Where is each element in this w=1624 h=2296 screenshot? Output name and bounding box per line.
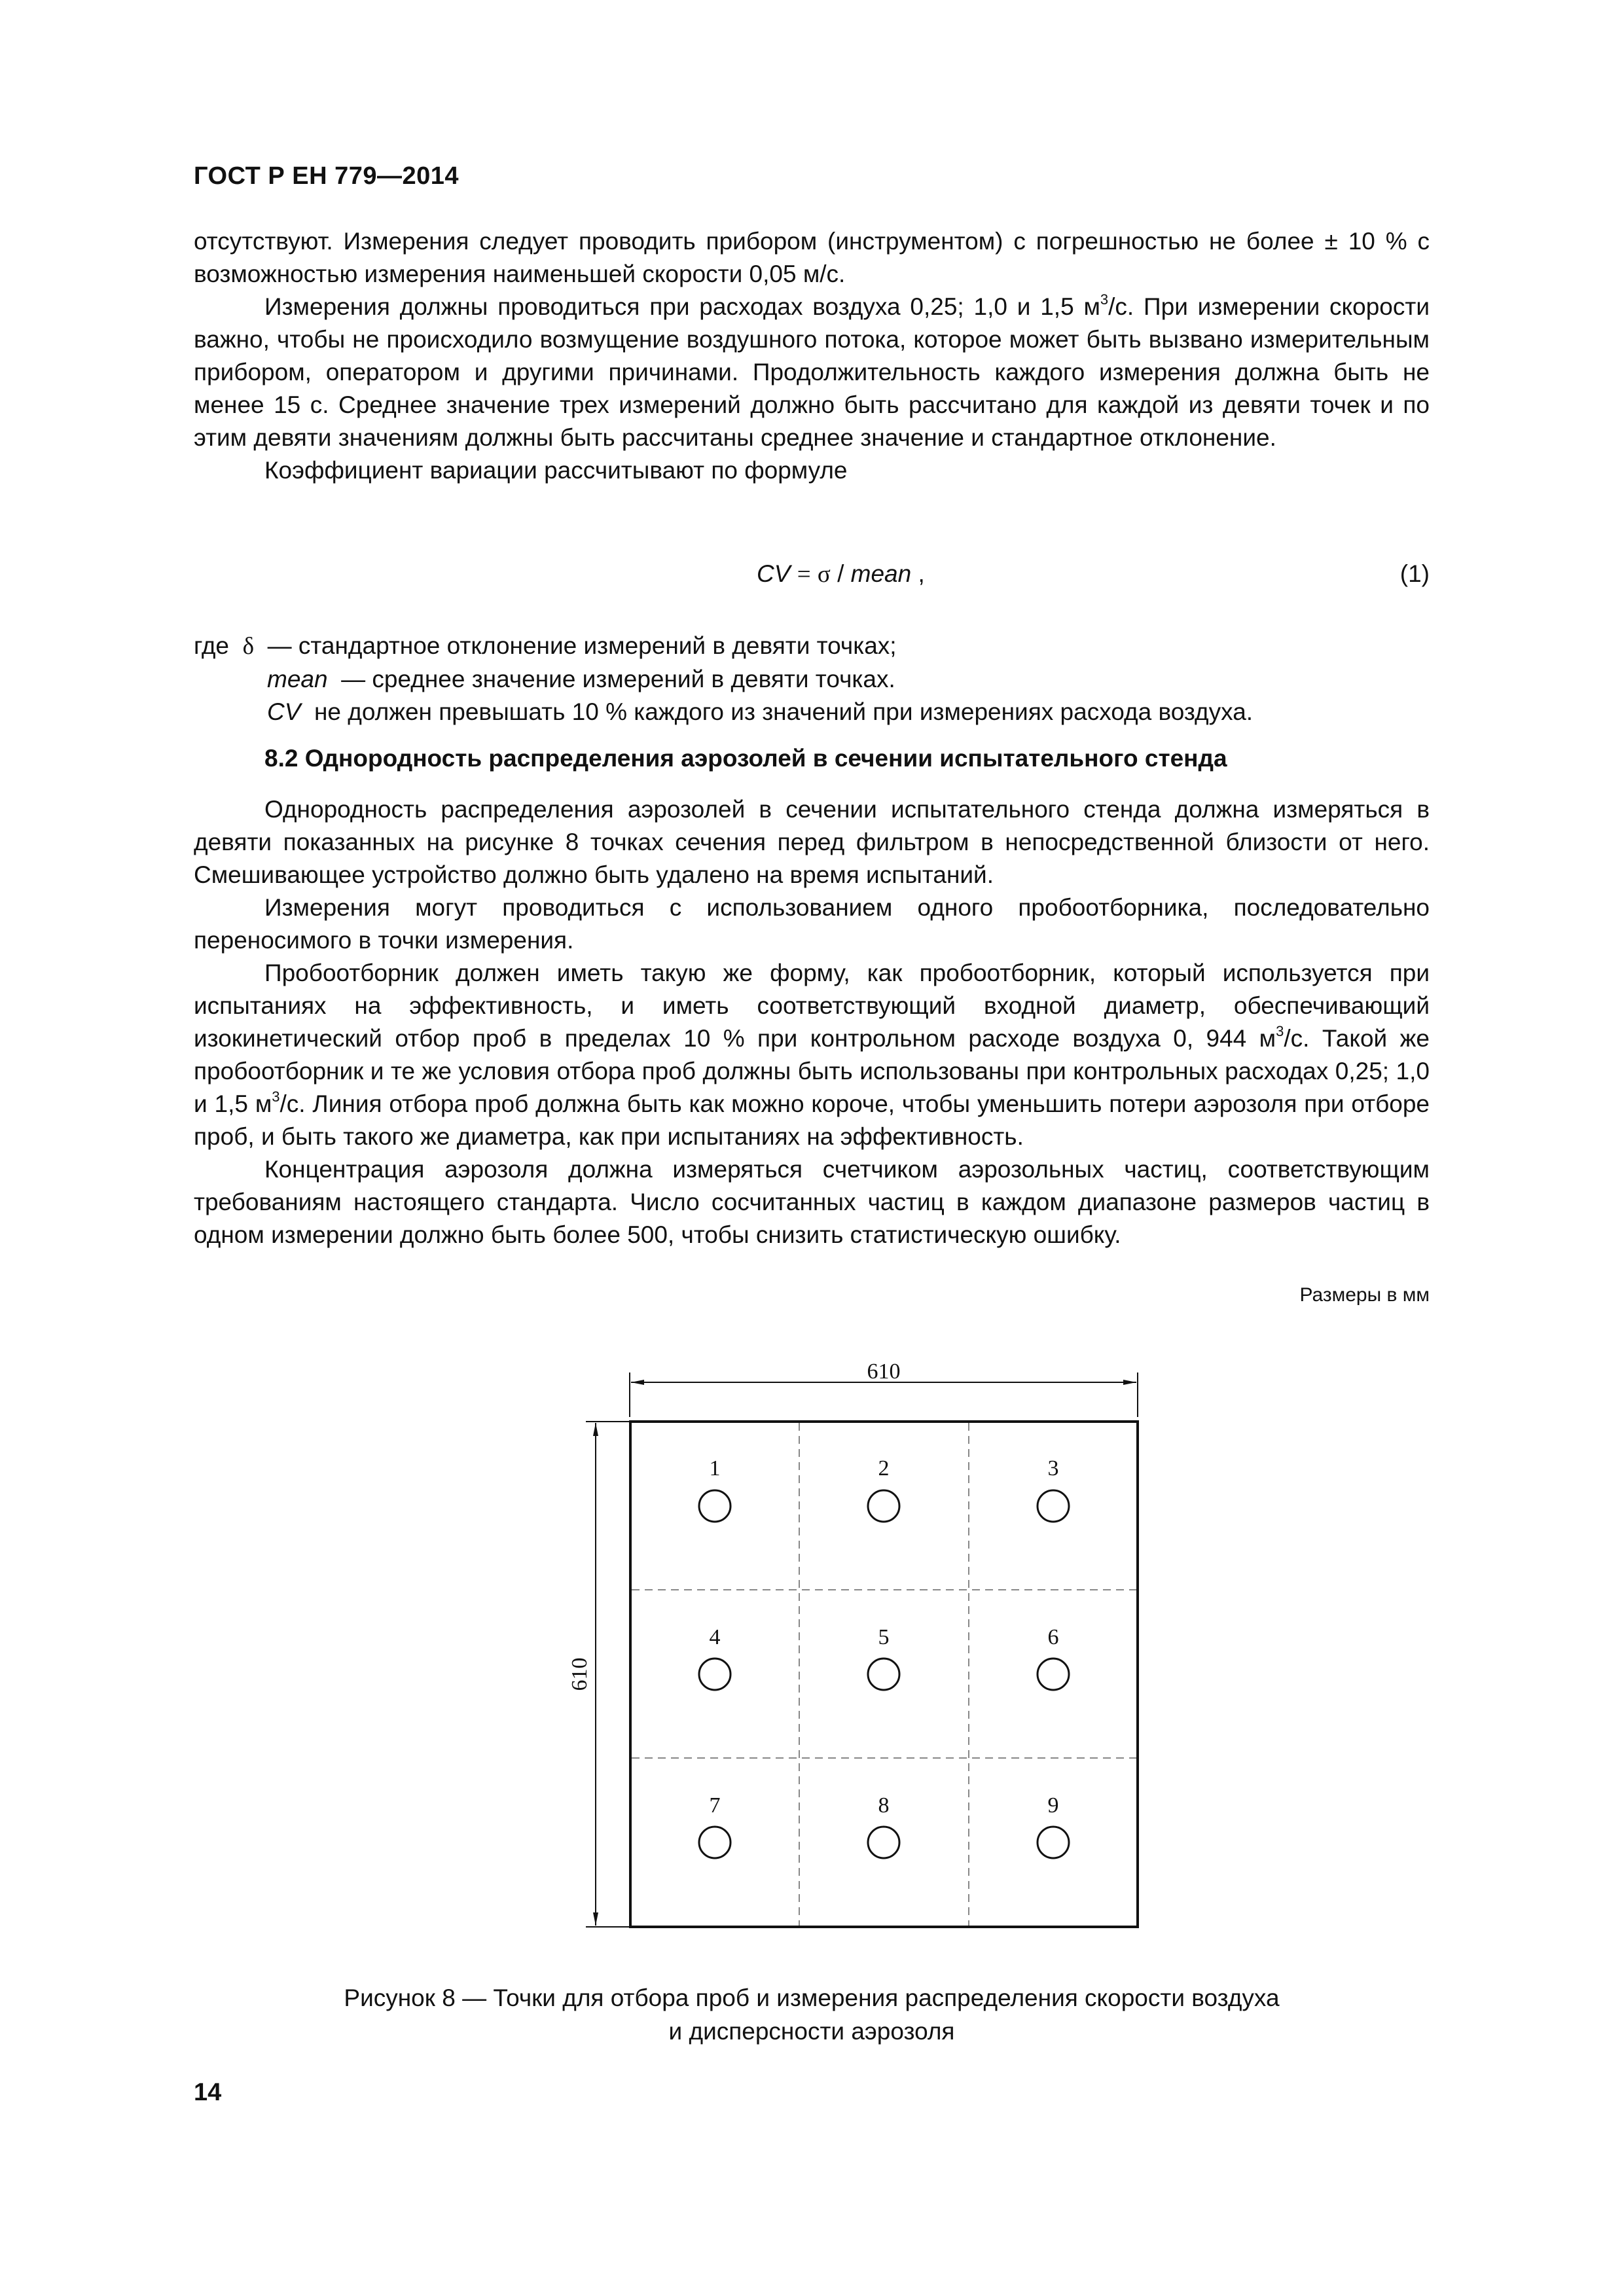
grid-dividers (632, 1423, 1136, 1926)
paragraph-probe: Измерения могут проводиться с использованием одного пробоотборника, последовательно переносимого в точки измерения. (194, 894, 1430, 954)
height-label: 610 (568, 1657, 592, 1691)
point-label: 3 (1047, 1456, 1059, 1480)
legend-cv: CV не должен превышать 10 % каждого из значений при измерениях расхода воздуха. (267, 698, 1254, 725)
formula-number: (1) (1399, 560, 1430, 587)
paragraph-concentration: Концентрация аэрозоля должна измеряться счетчиком аэрозольных частиц, соответствующим требованиям настоящего стандарта. Число сосчитанных частиц в каждом диапазоне размеров частиц в одном измерении должно быть более 500, чтобы снизить статистическую ошибку. (194, 1156, 1430, 1248)
section-heading: 8.2 Однородность распределения аэрозолей в сечении испытательного стенда (264, 745, 1227, 772)
point-label: 5 (878, 1625, 890, 1649)
legend-mean: mean — среднее значение измерений в девяти точках. (267, 666, 895, 692)
point-label: 2 (878, 1456, 890, 1480)
paragraph-coefficient: Коэффициент вариации рассчитывают по формуле (264, 457, 848, 484)
dimensions-note: Размеры в мм (1299, 1284, 1430, 1306)
sampling-point-circle (699, 1659, 731, 1690)
sampling-point-circle (1038, 1827, 1069, 1858)
paragraph-flow: Измерения должны проводиться при расходах воздуха 0,25; 1,0 и 1,5 $м^3/с$. При измерении скорости важно, чтобы не происходило возмущение воздушного потока, которое может быть вызвано измерительным прибором, оператором и другими причинами. Продолжительность каждого измерения должна быть не менее 15 с. Среднее значение трех измерений должно быть рассчитано для каждой из девяти точек и по этим девяти значениям должны быть рассчитаны среднее значение и стандартное отклонение. (194, 291, 1430, 451)
document-header: ГОСТ Р ЕН 779—2014 (194, 162, 460, 190)
sampling-point-circle (868, 1659, 899, 1690)
sampling-point-circle (1038, 1659, 1069, 1690)
sampling-point-circle (699, 1827, 731, 1858)
sampling-point-circle (699, 1490, 731, 1522)
point-label: 4 (709, 1625, 721, 1649)
paragraph-probe-shape: Пробоотборник должен иметь такую же форму, как пробоотборник, который используется при испытаниях на эффективность, и иметь соответствующий входной диаметр, обеспечивающий изокинетический отбор проб в пределах 10 % при контрольном расходе воздуха 0, 944 $м^3/с$. Такой же пробоотборник и те же условия отбора проб должны быть использованы при контрольных расходах 0,25; 1,0 и 1,5 $м^3/с$. Линия отбора проб должна быть как можно короче, чтобы уменьшить потери аэрозоля при отборе проб, и быть такого же диаметра, как при испытаниях на эффективность. (194, 960, 1430, 1150)
sampling-point-circle (1038, 1490, 1069, 1522)
page-number: 14 (194, 2079, 222, 2106)
point-label: 8 (878, 1793, 890, 1818)
point-label: 1 (709, 1456, 721, 1480)
caption-line-2: и дисперсности аэрозоля (668, 2018, 955, 2045)
width-label: 610 (867, 1359, 901, 1384)
point-label: 9 (1047, 1793, 1059, 1818)
paragraph-uniformity: Однородность распределения аэрозолей в сечении испытательного стенда должна измеряться в девяти показанных на рисунке 8 точках сечения перед фильтром в непосредственной близости от него. Смешивающее устройство должно быть удалено на время испытаний. (194, 796, 1430, 888)
sampling-point-circle (868, 1827, 899, 1858)
test-section-outline (630, 1422, 1138, 1927)
caption-line-1: Рисунок 8 — Точки для отбора проб и измерения распределения скорости воздуха (344, 1984, 1280, 2011)
point-label: 6 (1047, 1625, 1059, 1649)
sampling-point-circle (868, 1490, 899, 1522)
point-label: 7 (709, 1793, 721, 1818)
formula-expression: CV = σ / mean , (757, 560, 925, 588)
paragraph-continued: отсутствуют. Измерения следует проводить прибором (инструментом) с погрешностью не более ± 10 % с возможностью измерения наименьшей скорости 0,05 м/с. (194, 228, 1430, 287)
legend-delta: где δ — стандартное отклонение измерений в девяти точках; (194, 632, 897, 660)
figure-caption (194, 1981, 1430, 2048)
